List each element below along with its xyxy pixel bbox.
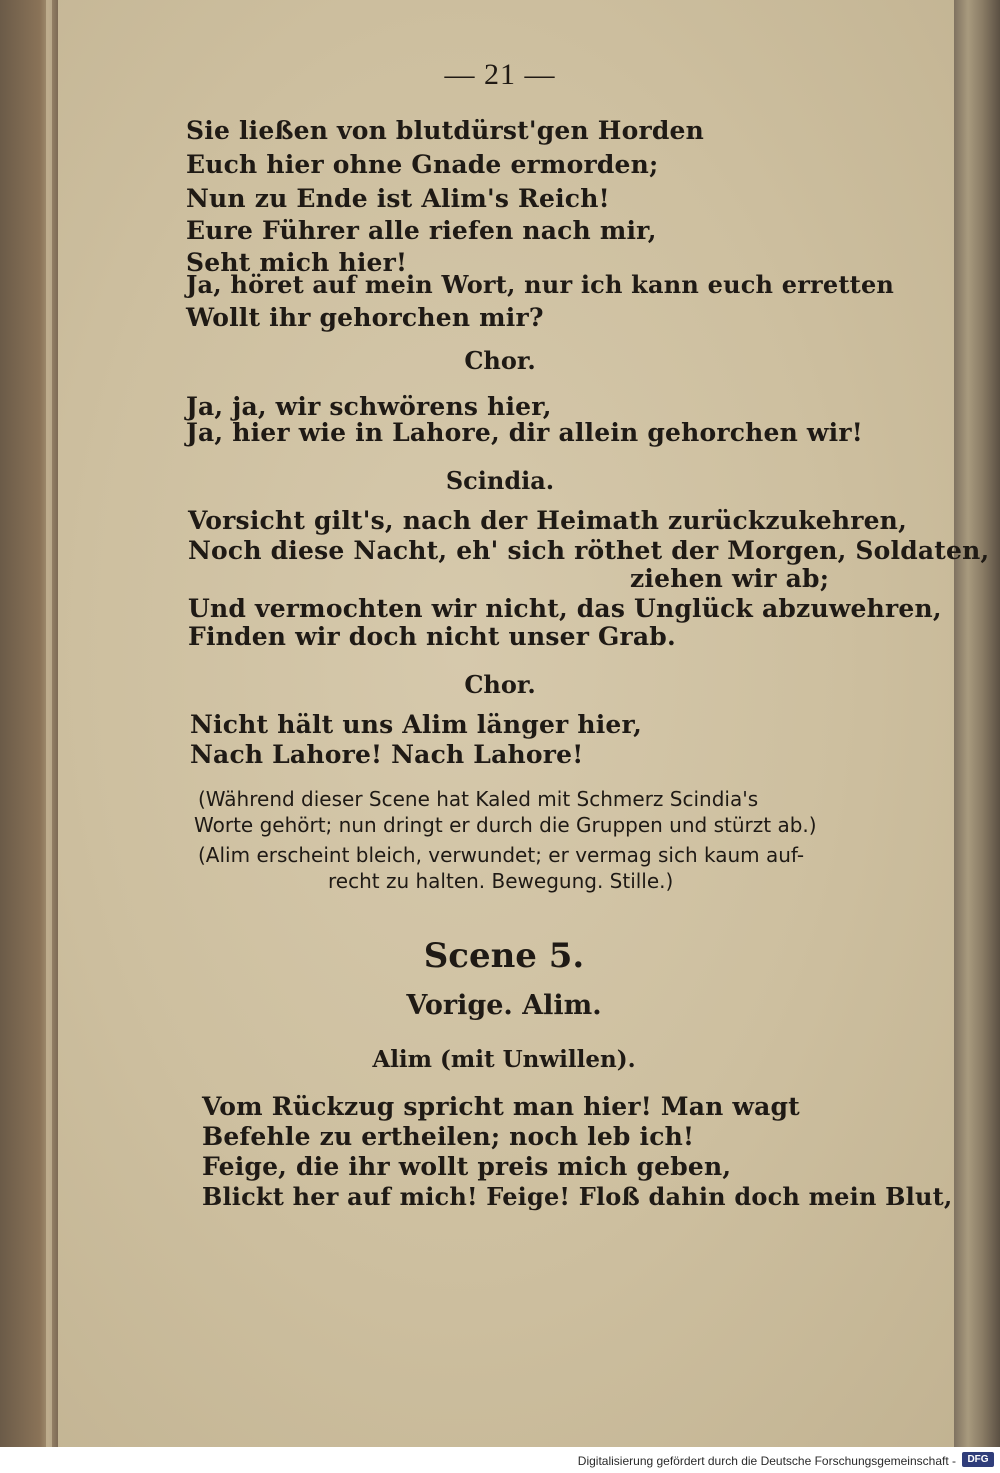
digitization-footer xyxy=(0,1447,1000,1473)
verse-line: Sie ließen von blutdürst'gen Horden xyxy=(186,116,705,145)
stage-direction: Worte gehört; nun dringt er durch die Gruppen und stürzt ab.) xyxy=(194,813,817,837)
verse-line: Nicht hält uns Alim länger hier, xyxy=(190,710,642,739)
verse-line: Und vermochten wir nicht, das Unglück abzuwehren, xyxy=(188,594,942,623)
verse-line: Ja, höret auf mein Wort, nur ich kann euch erretten xyxy=(186,270,895,299)
verse-line: Ja, hier wie in Lahore, dir allein gehorchen wir! xyxy=(186,418,863,447)
page-number: — 21 — xyxy=(444,58,556,91)
verse-line: ziehen wir ab; xyxy=(630,564,830,593)
verse-line: Euch hier ohne Gnade ermorden; xyxy=(186,150,659,179)
verse-line: Noch diese Nacht, eh' sich röthet der Morgen, Soldaten, xyxy=(188,536,990,565)
spine-highlight xyxy=(46,0,52,1447)
verse-line: Nach Lahore! Nach Lahore! xyxy=(190,740,584,769)
verse-line: Vom Rückzug spricht man hier! Man wagt xyxy=(202,1092,800,1121)
scene-persons: Vorige. Alim. xyxy=(406,990,602,1021)
page-stack-edge xyxy=(954,0,1000,1447)
verse-line: Feige, die ihr wollt preis mich geben, xyxy=(202,1152,732,1181)
speaker-scindia: Scindia. xyxy=(445,466,555,495)
verse-line: Finden wir doch nicht unser Grab. xyxy=(188,622,676,651)
scene-heading: Scene 5. xyxy=(423,936,585,976)
dfg-logo: DFG xyxy=(962,1452,994,1467)
stage-direction: (Alim erscheint bleich, verwundet; er vermag sich kaum auf- xyxy=(198,843,805,867)
verse-line: Ja, ja, wir schwörens hier, xyxy=(186,392,552,421)
verse-line: Nun zu Ende ist Alim's Reich! xyxy=(186,184,610,213)
verse-line: Blickt her auf mich! Feige! Floß dahin doch mein Blut, xyxy=(202,1182,953,1211)
verse-line: Seht mich hier! xyxy=(186,248,408,277)
stage-direction: recht zu halten. Bewegung. Stille.) xyxy=(328,869,674,893)
verse-line: Befehle zu ertheilen; noch leb ich! xyxy=(202,1122,695,1151)
speaker-chor: Chor. xyxy=(464,670,536,699)
page xyxy=(58,0,990,1447)
verse-line: Wollt ihr gehorchen mir? xyxy=(186,303,544,332)
verse-line: Eure Führer alle riefen nach mir, xyxy=(186,216,657,245)
footer-credit: Digitalisierung gefördert durch die Deutsche Forschungsgemeinschaft - xyxy=(577,1454,956,1468)
verse-line: Vorsicht gilt's, nach der Heimath zurückzukehren, xyxy=(188,506,907,535)
speaker-alim: Alim (mit Unwillen). xyxy=(372,1046,636,1073)
stage-direction: (Während dieser Scene hat Kaled mit Schmerz Scindia's xyxy=(198,787,759,811)
speaker-chor: Chor. xyxy=(464,346,536,375)
